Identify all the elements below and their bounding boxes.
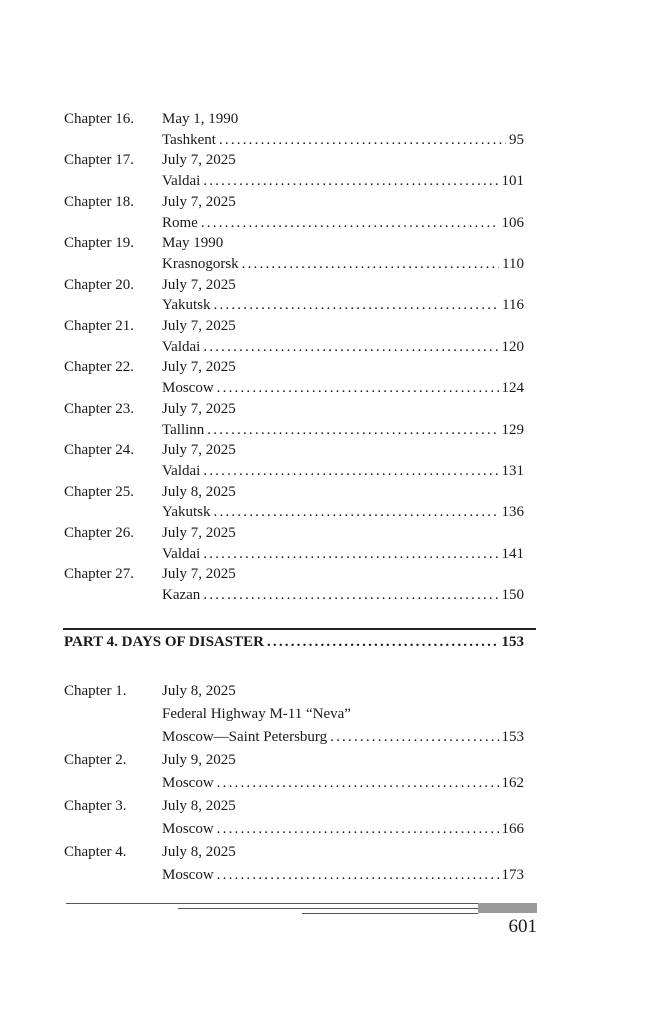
chapter-label: Chapter 22. <box>64 359 134 376</box>
chapter-place: Yakutsk <box>162 504 211 521</box>
chapter-date: July 7, 2025 <box>162 442 236 459</box>
chapter-place: Moscow—Saint Petersburg <box>162 729 328 745</box>
chapter-date: July 7, 2025 <box>162 525 236 542</box>
part-title: PART 4. DAYS OF DISASTER <box>64 634 264 650</box>
chapter-place: Moscow <box>162 867 214 883</box>
chapter-place-line <box>162 772 534 795</box>
chapter-page: 141 <box>501 545 524 562</box>
chapter-place-line <box>162 378 534 399</box>
chapter-place: Yakutsk <box>162 297 211 314</box>
chapter-page: 120 <box>501 338 524 355</box>
chapter-date: July 7, 2025 <box>162 400 236 417</box>
toc-entry <box>64 109 534 150</box>
chapter-place: Valdai <box>162 338 201 355</box>
toc-entry <box>64 233 534 274</box>
chapter-page: 136 <box>501 504 524 521</box>
chapter-subtitle: Federal Highway M-11 “Neva” <box>162 706 351 722</box>
chapter-page: 95 <box>509 131 524 148</box>
chapter-page: 150 <box>501 587 524 604</box>
toc-entry <box>64 523 534 564</box>
chapter-date: July 7, 2025 <box>162 152 236 169</box>
dot-leader <box>203 544 498 565</box>
chapter-date: May 1, 1990 <box>162 111 239 127</box>
chapter-page: 101 <box>501 173 524 190</box>
chapter-label: Chapter 19. <box>64 235 134 252</box>
chapter-date: July 8, 2025 <box>162 683 236 699</box>
chapter-date: July 7, 2025 <box>162 318 236 335</box>
toc-entry <box>64 482 534 523</box>
chapter-place: Kazan <box>162 587 201 604</box>
chapter-body <box>162 233 534 274</box>
part-divider-rule <box>63 628 536 630</box>
footer-rule <box>178 908 478 909</box>
chapter-body <box>162 316 534 357</box>
chapter-date: July 7, 2025 <box>162 566 236 583</box>
chapter-place: Moscow <box>162 821 214 837</box>
chapter-date: July 9, 2025 <box>162 752 236 768</box>
chapter-page: 131 <box>501 462 524 479</box>
dot-leader <box>217 772 499 795</box>
dot-leader <box>267 634 499 651</box>
footer-decoration-block <box>478 903 537 913</box>
chapter-date: July 7, 2025 <box>162 359 236 376</box>
chapter-date: July 8, 2025 <box>162 483 236 500</box>
chapter-page: 110 <box>502 255 524 272</box>
chapter-label: Chapter 20. <box>64 276 134 293</box>
chapter-place: Moscow <box>162 775 214 791</box>
toc-entry <box>64 564 534 605</box>
dot-leader <box>203 337 498 358</box>
chapter-date: July 8, 2025 <box>162 798 236 814</box>
dot-leader <box>242 254 499 275</box>
dot-leader <box>203 585 498 606</box>
chapter-place-line <box>162 213 534 234</box>
chapter-label: Chapter 2. <box>64 752 127 768</box>
chapter-place-line <box>162 818 534 841</box>
chapter-page: 116 <box>502 297 524 314</box>
chapter-page: 166 <box>501 821 524 837</box>
dot-leader <box>207 420 498 441</box>
dot-leader <box>203 171 498 192</box>
chapter-label: Chapter 16. <box>64 111 134 127</box>
part-heading <box>64 634 524 651</box>
toc-entry <box>64 357 534 398</box>
chapter-label: Chapter 17. <box>64 152 134 169</box>
chapter-date: July 7, 2025 <box>162 193 236 210</box>
chapter-body <box>162 482 534 523</box>
chapter-body <box>162 399 534 440</box>
toc-entry <box>64 275 534 316</box>
chapter-place-line <box>162 544 534 565</box>
footer-rule <box>302 913 478 914</box>
chapter-label: Chapter 18. <box>64 193 134 210</box>
toc-entry <box>64 150 534 191</box>
page-number: 601 <box>508 916 537 937</box>
dot-leader <box>219 130 506 151</box>
toc-part3-list <box>64 109 534 606</box>
chapter-place: Tashkent <box>162 131 216 148</box>
chapter-page: 162 <box>501 775 524 791</box>
chapter-page: 153 <box>501 729 524 745</box>
chapter-place-line <box>162 337 534 358</box>
dot-leader <box>330 726 498 749</box>
chapter-body <box>162 564 534 605</box>
dot-leader <box>217 864 499 887</box>
chapter-place: Moscow <box>162 380 214 397</box>
chapter-place-line <box>162 295 534 316</box>
toc-entry <box>64 440 534 481</box>
chapter-label: Chapter 3. <box>64 798 127 814</box>
chapter-label: Chapter 23. <box>64 400 134 417</box>
chapter-date: May 1990 <box>162 235 224 252</box>
chapter-place-line <box>162 130 534 151</box>
toc-entry <box>64 795 534 841</box>
chapter-body <box>162 275 534 316</box>
chapter-body <box>162 192 534 233</box>
chapter-body <box>162 523 534 564</box>
dot-leader <box>203 461 498 482</box>
toc-entry <box>64 749 534 795</box>
toc-entry <box>64 192 534 233</box>
chapter-body <box>162 749 534 795</box>
chapter-page: 173 <box>501 867 524 883</box>
toc-entry <box>64 316 534 357</box>
chapter-label: Chapter 4. <box>64 844 127 860</box>
chapter-place: Valdai <box>162 173 201 190</box>
dot-leader <box>217 818 499 841</box>
chapter-place: Rome <box>162 214 198 231</box>
chapter-label: Chapter 27. <box>64 566 134 583</box>
chapter-place-line <box>162 502 534 523</box>
chapter-place: Valdai <box>162 462 201 479</box>
chapter-label: Chapter 21. <box>64 318 134 335</box>
chapter-place: Valdai <box>162 545 201 562</box>
chapter-label: Chapter 25. <box>64 483 134 500</box>
chapter-date: July 7, 2025 <box>162 276 236 293</box>
chapter-body <box>162 109 534 150</box>
dot-leader <box>201 213 499 234</box>
chapter-place: Krasnogorsk <box>162 255 239 272</box>
chapter-place-line <box>162 171 534 192</box>
chapter-page: 129 <box>501 421 524 438</box>
toc-part4-list <box>64 680 534 887</box>
chapter-body <box>162 150 534 191</box>
part-page: 153 <box>501 634 524 650</box>
chapter-place-line <box>162 254 534 275</box>
chapter-label: Chapter 24. <box>64 442 134 459</box>
dot-leader <box>214 502 499 523</box>
chapter-place-line <box>162 420 534 441</box>
chapter-label: Chapter 1. <box>64 683 127 699</box>
chapter-place-line <box>162 461 534 482</box>
toc-entry <box>64 399 534 440</box>
chapter-place-line <box>162 864 534 887</box>
dot-leader <box>217 378 499 399</box>
chapter-date: July 8, 2025 <box>162 844 236 860</box>
chapter-body <box>162 357 534 398</box>
footer-rule <box>66 903 478 904</box>
chapter-place-line <box>162 585 534 606</box>
chapter-body <box>162 440 534 481</box>
dot-leader <box>214 295 500 316</box>
chapter-place: Tallinn <box>162 421 205 438</box>
chapter-body <box>162 680 534 749</box>
chapter-place-line <box>162 726 534 749</box>
chapter-body <box>162 841 534 887</box>
chapter-label: Chapter 26. <box>64 525 134 542</box>
chapter-page: 124 <box>501 380 524 397</box>
chapter-body <box>162 795 534 841</box>
toc-entry <box>64 680 534 749</box>
chapter-page: 106 <box>501 214 524 231</box>
toc-entry <box>64 841 534 887</box>
